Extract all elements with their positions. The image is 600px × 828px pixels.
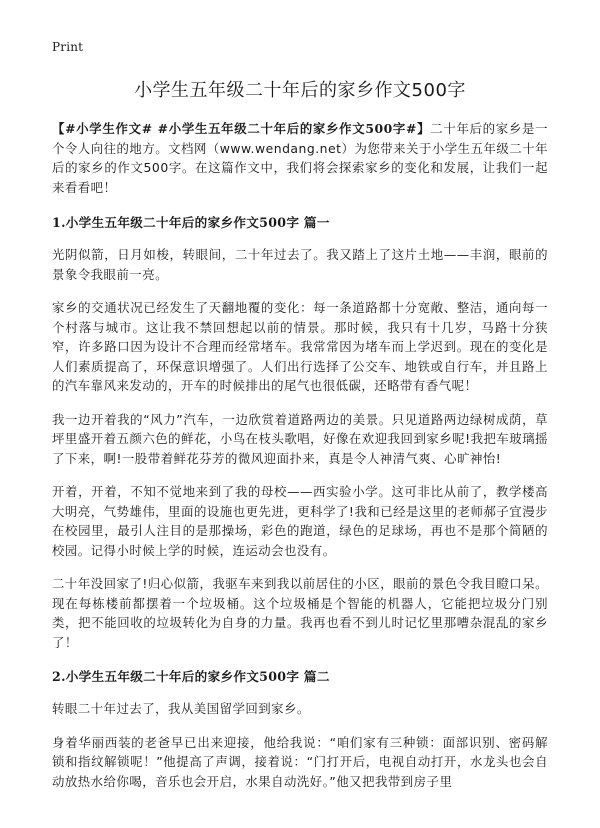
- paragraph: 光阴似箭，日月如梭，转眼间，二十年过去了。我又踏上了这片土地——丰润，眼前的景象令我眼前一亮。: [52, 247, 548, 282]
- section-heading: 2.小学生五年级二十年后的家乡作文500字 篇二: [52, 669, 330, 684]
- document-title: 小学生五年级二十年后的家乡作文500字: [134, 80, 466, 101]
- intro-tag: 【#小学生作文# #小学生五年级二十年后的家乡作文500字#】: [52, 121, 431, 136]
- paragraph: 开着，开着，不知不觉地来到了我的母校——西实验小学。这可非比从前了，教学楼高大明亮，气势雄伟，里面的设施也更先进，更科学了!我和已经是这里的老师郝子宜漫步在校园里，最引人注目的是那操场，彩色的跑道，绿色的足球场，再也不是那个简陋的校园。记得小时候上学的时候，连运动会也没有。: [52, 484, 548, 558]
- paragraph: 二十年没回家了!归心似箭，我驱车来到我以前居住的小区，眼前的景色令我目瞪口呆。现在每栋楼前都摆着一个垃圾桶。这个垃圾桶是个智能的机器人，它能把垃圾分门别类，把不能回收的垃圾转化为自身的力量。我再也看不到儿时记忆里那嘈杂混乱的家乡了！: [52, 576, 548, 650]
- paragraph: 转眼二十年过去了，我从美国留学回到家乡。: [52, 701, 310, 716]
- print-link[interactable]: Print: [52, 40, 84, 54]
- intro-paragraph: [52, 119, 548, 197]
- intro-text: 二十年后的家乡是一个令人向往的地方。文档网（www.wendang.net）为您带来关于小学生五年级二十年后的家乡的作文500字。在这篇作文中，我们将会探索家乡的变化和发展，让我们一起来看看吧！: [52, 121, 548, 195]
- paragraph: 家乡的交通状况已经发生了天翻地覆的变化：每一条道路都十分宽敞、整洁，通向每一个村落与城市。这让我不禁回想起以前的情景。那时候，我只有十几岁，马路十分狭窄，许多路口因为设计不合理而经常堵车。我常常因为堵车而上学迟到。现在的变化是人们素质提高了，环保意识增强了。人们出行选择了公交车、地铁或自行车，并且路上的汽车靠风来发动的，开车的时候排出的尾气也很低碳，还略带有香气呢！: [52, 300, 548, 393]
- section-heading: 1.小学生五年级二十年后的家乡作文500字 篇一: [52, 215, 330, 230]
- paragraph: 我一边开着我的“风力”汽车，一边欣赏着道路两边的美景。只见道路两边绿树成荫，草坪里盛开着五颜六色的鲜花，小鸟在枝头歌唱，好像在欢迎我回到家乡呢!我把车玻璃摇了下来，啊!一股带着鲜花芬芳的微风迎面扑来，真是令人神清气爽、心旷神怡!: [52, 411, 548, 466]
- paragraph: 身着华丽西装的老爸早已出来迎接，他给我说：“咱们家有三种锁：面部识别、密码解锁和指纹解锁呢！”他提高了声调，接着说：“门打开后，电视自动打开，水龙头也会自动放热水给你喝，音乐也会开启，水果自动洗好。”他又把我带到房子里: [52, 734, 548, 789]
- section-2: [52, 666, 548, 791]
- section-1: [52, 212, 548, 652]
